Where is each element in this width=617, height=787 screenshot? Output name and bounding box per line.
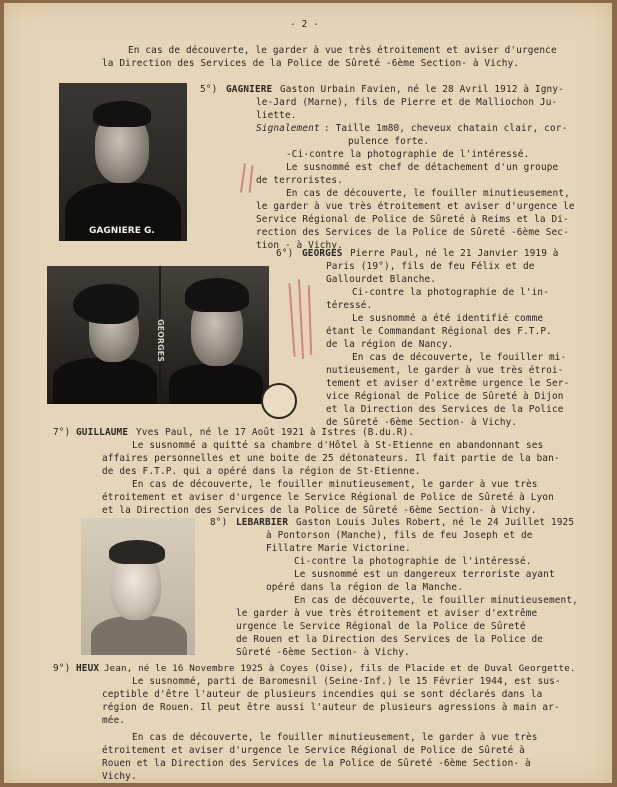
entry9-line-7: étroitement et aviser d'urgence le Service Régional de Police de Sûreté à <box>102 745 525 756</box>
entry9-line-9: Vichy. <box>102 771 137 782</box>
entry5-body-7: rection des Services de la Police de Sûreté -6ème Sec- <box>256 227 569 238</box>
entry6-line-8: de la région de Nancy. <box>326 339 454 350</box>
entry8-line-1: Gaston Louis Jules Robert, né le 24 Juillet 1925 <box>296 517 575 528</box>
entry9-number: 9°) <box>53 663 71 674</box>
entry8-line-4: Ci-contre la photographie de l'intéressé. <box>294 556 532 567</box>
entry6-line-11: tement et aviser d'extrême urgence le Ser- <box>326 378 570 389</box>
entry8-line-11: Sûreté -6ème Section- à Vichy. <box>236 647 410 658</box>
entry5-body-4: En cas de découverte, le fouiller minutieusement, <box>286 188 570 199</box>
red-pencil-mark <box>298 279 304 359</box>
entry5-line-3: liette. <box>256 110 297 121</box>
document-page <box>4 3 612 783</box>
entry7-line-5: En cas de découverte, le fouiller minutieusement, le garder à vue très <box>132 479 538 490</box>
entry6-number: 6°) <box>276 248 294 259</box>
entry7-line-1: Yves Paul, né le 17 Août 1921 à Istres (B.du.R). <box>136 427 415 438</box>
entry8-line-10: de Rouen et la Direction des Services de la Police de <box>236 634 544 645</box>
entry6-name: GEORGES <box>302 248 343 259</box>
entry6-line-13: et la Direction des Services de la Police <box>326 404 564 415</box>
entry7-line-2: Le susnommé a quitté sa chambre d'Hôtel à St-Etienne en abandonnant ses <box>132 440 544 451</box>
entry5-line-2: le-Jard (Marne), fils de Pierre et de Malliochon Ju- <box>256 97 558 108</box>
entry5-signalement-2: pulence forte. <box>348 136 430 147</box>
round-stamp <box>261 383 297 419</box>
photo-caption-georges: GEORGES <box>155 319 165 362</box>
entry8-line-7: En cas de découverte, le fouiller minutieusement, <box>294 595 578 606</box>
entry5-body-5: le garder à vue très étroitement et aviser d'urgence le <box>256 201 575 212</box>
entry5-number: 5°) <box>200 84 218 95</box>
entry7-number: 7°) <box>53 427 71 438</box>
entry6-line-6: Le susnommé a été identifié comme <box>352 313 544 324</box>
entry9-line-2: Le susnommé, parti de Baromesnil (Seine-Inf.) le 15 Février 1944, est sus- <box>132 676 561 687</box>
entry8-name: LEBARBIER <box>236 517 289 528</box>
entry9-name: HEUX <box>76 663 100 674</box>
entry9-line-4: région de Rouen. Il peut être aussi l'auteur de plusieurs agressions à main ar- <box>102 702 560 713</box>
entry9-line-5: mée. <box>102 715 126 726</box>
entry9-line-1: Jean, né le 16 Novembre 1925 à Coyes (Oise), fils de Placide et de Duval Georgette. <box>104 663 576 674</box>
entry7-line-6: étroitement et aviser d'urgence le Service Régional de Police de Sûreté à Lyon <box>102 492 554 503</box>
entry6-line-2: Paris (19°), fils de feu Félix et de <box>326 261 535 272</box>
intro-line-2: la Direction des Services de la Police de Sûreté -6ème Section- à Vichy. <box>102 58 520 69</box>
entry7-line-7: et la Direction des Services de la Police de Sûreté -6ème Section- à Vichy. <box>102 505 537 516</box>
entry6-line-9: En cas de découverte, le fouiller mi- <box>352 352 567 363</box>
entry8-line-3: Fillatre Marie Victorine. <box>266 543 411 554</box>
entry8-line-5: Le susnommé est un dangereux terroriste ayant <box>294 569 555 580</box>
entry8-line-6: opéré dans la région de la Manche. <box>266 582 464 593</box>
entry9-line-8: Rouen et la Direction des Services de la Police de Sûreté -6ème Section- à <box>102 758 531 769</box>
red-pencil-mark <box>249 165 254 193</box>
entry6-line-4: Ci-contre la photographie de l'in- <box>352 287 550 298</box>
entry5-body-8: tion - à Vichy. <box>256 240 343 251</box>
photo-gagniere <box>59 83 187 241</box>
entry6-line-14: de Sûreté -6ème Section- à Vichy. <box>326 417 518 428</box>
entry8-line-8: le garder à vue très étroitement et aviser d'extrême <box>236 608 538 619</box>
page-number: - 2 - <box>290 19 319 30</box>
entry5-body-3: de terroristes. <box>256 175 343 186</box>
entry7-line-3: affaires personnelles et une boite de 25 détonateurs. Il fait partie de la ban- <box>102 453 560 464</box>
entry6-line-5: téressé. <box>326 300 373 311</box>
entry5-signalement-label: Signalement <box>256 123 320 134</box>
entry5-signalement-1: : Taille 1m80, cheveux chatain clair, cor- <box>324 123 568 134</box>
entry6-line-3: Gallourdet Blanche. <box>326 274 437 285</box>
entry9-line-6: En cas de découverte, le fouiller minutieusement, le garder à vue très <box>132 732 538 743</box>
entry8-line-2: à Pontorson (Manche), fils de feu Joseph et de <box>266 530 533 541</box>
entry8-line-9: urgence le Service Régional de la Police de Sûreté <box>236 621 526 632</box>
intro-line-1: En cas de découverte, le garder à vue très étroitement et aviser d'urgence <box>128 45 557 56</box>
photo-caption-gagniere: GAGNIERE G. <box>89 226 155 236</box>
photo-lebarbier <box>81 518 195 655</box>
entry5-body-6: Service Régional de Police de Sûreté à Reims et la Di- <box>256 214 569 225</box>
red-pencil-mark <box>308 285 312 355</box>
entry6-line-1: Pierre Paul, né le 21 Janvier 1919 à <box>350 248 559 259</box>
entry9-line-3: ceptible d'être l'auteur de plusieurs incendies qui se sont déclarés dans la <box>102 689 543 700</box>
entry5-line-1: Gaston Urbain Favien, né le 28 Avril 1912 à Igny- <box>280 84 564 95</box>
entry8-number: 8°) <box>210 517 228 528</box>
entry6-line-7: étant le Commandant Régional des F.T.P. <box>326 326 552 337</box>
photo-georges <box>47 266 269 404</box>
entry5-body-2: Le susnommé est chef de détachement d'un groupe <box>286 162 559 173</box>
entry6-line-10: nutieusement, le garder à vue très étroi- <box>326 365 564 376</box>
entry7-line-4: de des F.T.P. qui a opéré dans la région de St-Etienne. <box>102 466 421 477</box>
red-pencil-mark <box>240 163 246 193</box>
entry5-body-1: -Ci-contre la photographie de l'intéressé. <box>286 149 530 160</box>
entry5-name: GAGNIERE <box>226 84 273 95</box>
red-pencil-mark <box>288 283 295 357</box>
entry6-line-12: vice Régional de Police de Sûreté à Dijon <box>326 391 564 402</box>
entry7-name: GUILLAUME <box>76 427 129 438</box>
